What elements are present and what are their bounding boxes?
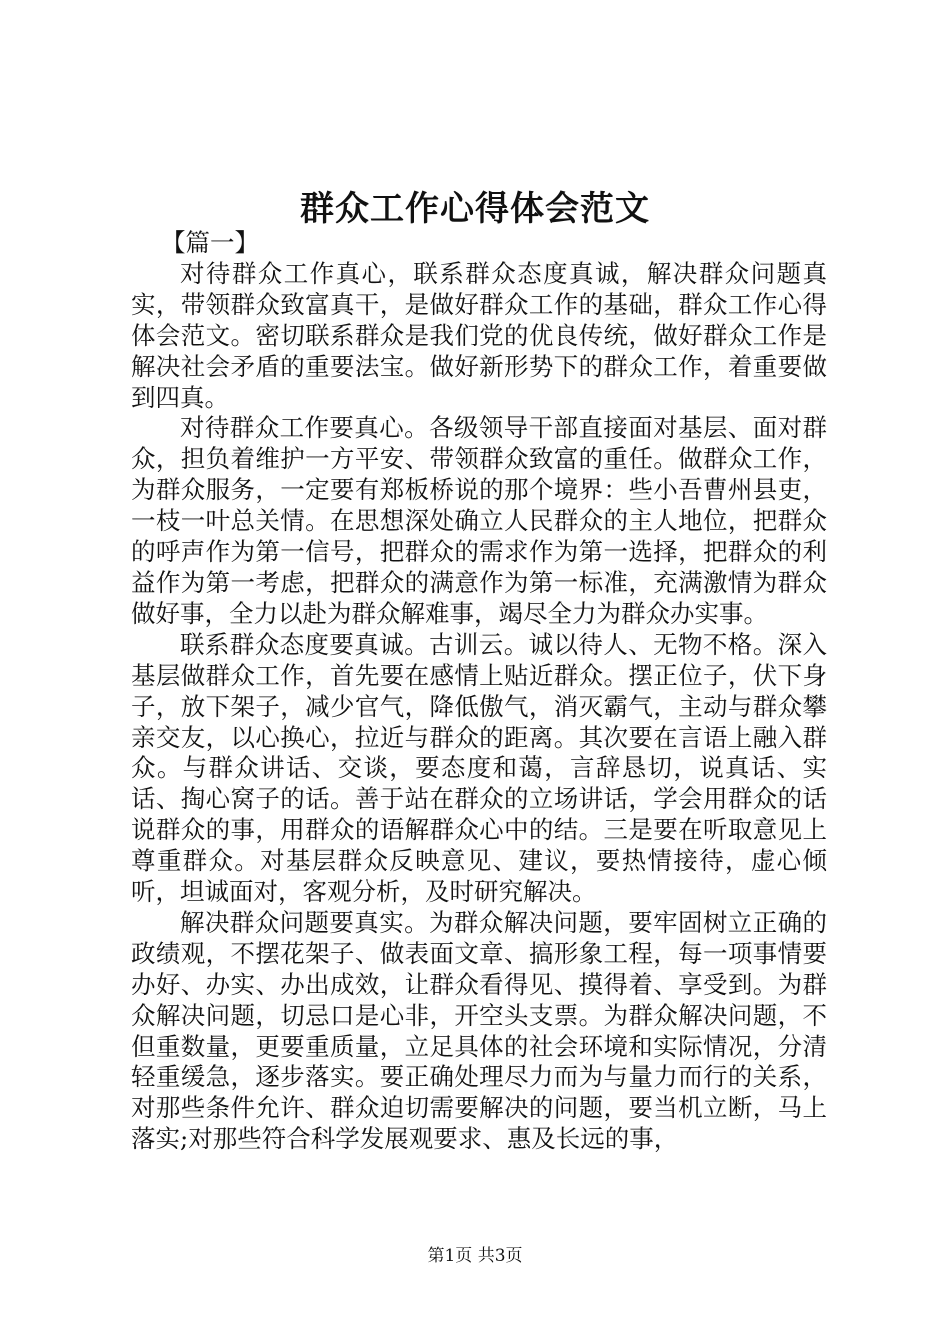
document-title: 群众工作心得体会范文 — [300, 189, 650, 229]
paragraph-3: 联系群众态度要真诚。古训云。诚以待人、无物不格。深入基层做群众工作，首先要在感情上贴近群众。摆正位子，伏下身子，放下架子，减少官气，降低傲气，消灭霸气，主动与群众攀亲交友，以心换心，拉近与群众的距离。其次要在言语上融入群众。与群众讲话、交谈，要态度和蔼，言辞恳切，说真话、实话、掏心窝子的话。善于站在群众的立场讲话，学会用群众的话说群众的事，用群众的语解群众心中的结。三是要在听取意见上尊重群众。对基层群众反映意见、建议，要热情接待，虚心倾听，坦诚面对，客观分析，及时研究解决。 — [131, 629, 827, 907]
document-body — [131, 228, 827, 1155]
page-footer: 第1页 共3页 — [427, 1246, 523, 1266]
section-label: 【篇一】 — [161, 228, 259, 257]
paragraph-4: 解决群众问题要真实。为群众解决问题，要牢固树立正确的政绩观，不摆花架子、做表面文章、搞形象工程，每一项事情要办好、办实、办出成效，让群众看得见、摸得着、享受到。为群众解决问题，切忌口是心非，开空头支票。为群众解决问题，不但重数量，更要重质量，立足具体的社会环境和实际情况，分清轻重缓急，逐步落实。要正确处理尽力而为与量力而行的关系，对那些条件允许、群众迫切需要解决的问题，要当机立断，马上落实;对那些符合科学发展观要求、惠及长远的事， — [131, 907, 827, 1154]
paragraph-2: 对待群众工作要真心。各级领导干部直接面对基层、面对群众，担负着维护一方平安、带领群众致富的重任。做群众工作，为群众服务，一定要有郑板桥说的那个境界：些小吾曹州县吏，一枝一叶总关情。在思想深处确立人民群众的主人地位，把群众的呼声作为第一信号，把群众的需求作为第一选择，把群众的利益作为第一考虑，把群众的满意作为第一标准，充满激情为群众做好事，全力以赴为群众解难事，竭尽全力为群众办实事。 — [131, 413, 827, 628]
paragraph-1: 对待群众工作真心，联系群众态度真诚，解决群众问题真实，带领群众致富真干，是做好群众工作的基础，群众工作心得体会范文。密切联系群众是我们党的优良传统，做好群众工作是解决社会矛盾的重要法宝。做好新形势下的群众工作，着重要做到四真。 — [131, 258, 827, 412]
